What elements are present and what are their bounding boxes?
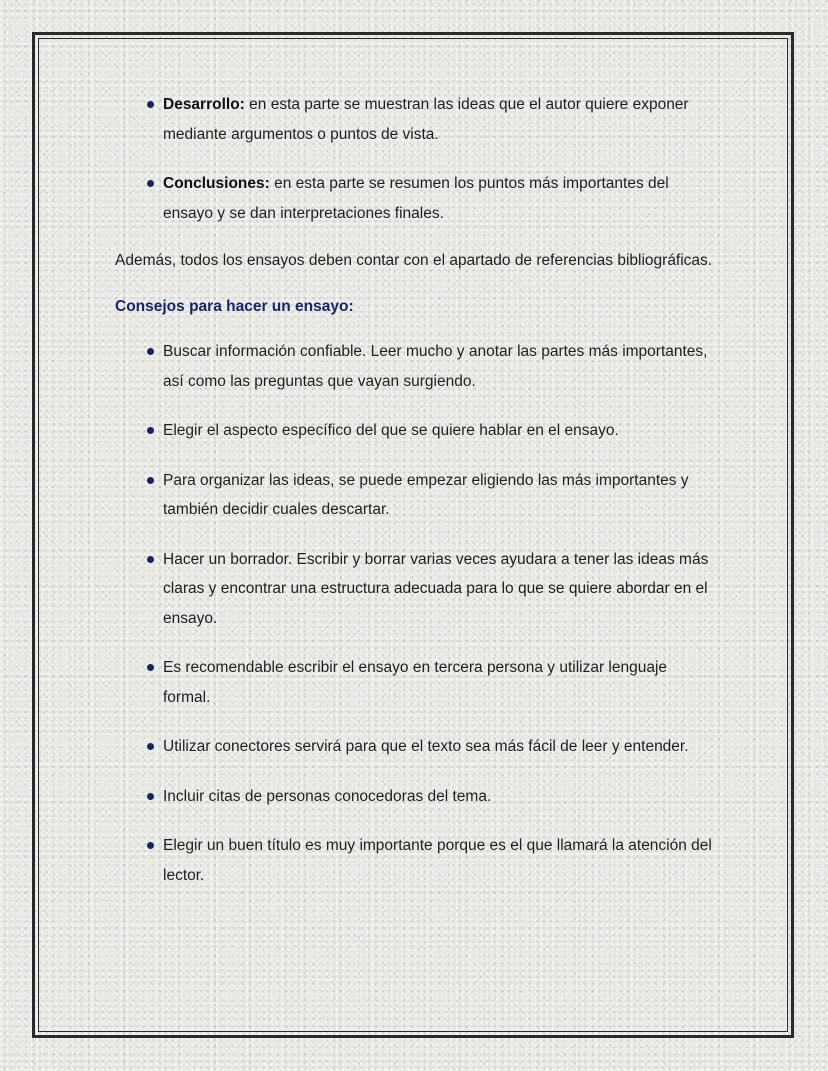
bullet-icon — [147, 664, 154, 671]
list-item — [115, 831, 715, 890]
list-item — [115, 337, 715, 396]
tips-heading: Consejos para hacer un ensayo: — [115, 297, 354, 315]
bullet-icon — [147, 743, 154, 750]
bullet-icon — [147, 842, 154, 849]
bullet-icon — [147, 477, 154, 484]
list-item-text: Para organizar las ideas, se puede empezar eligiendo las más importantes y también decidir cuales descartar. — [163, 471, 689, 518]
list-item-text: en esta parte se muestran las ideas que el autor quiere exponer mediante argumentos o puntos de vista. — [163, 96, 689, 143]
list-item — [115, 90, 715, 149]
bullet-icon — [147, 793, 154, 800]
list-item-text: Utilizar conectores servirá para que el texto sea más fácil de leer y entender. — [163, 738, 689, 755]
list-item — [115, 466, 715, 525]
bullet-icon — [147, 427, 154, 434]
list-item-text: en esta parte se resumen los puntos más importantes del ensayo y se dan interpretaciones finales. — [163, 175, 669, 222]
list-item — [115, 416, 715, 446]
list-item — [115, 169, 715, 228]
list-item-text: Es recomendable escribir el ensayo en tercera persona y utilizar lenguaje formal. — [163, 659, 668, 706]
list-item-text: Incluir citas de personas conocedoras del tema. — [163, 787, 492, 805]
list-item-text: Hacer un borrador. Escribir y borrar varias veces ayudara a tener las ideas más claras y encontrar una estructura adecuada para lo que se quiere abordar en el ensayo. — [163, 550, 709, 627]
list-item — [115, 653, 715, 712]
references-paragraph: Además, todos los ensayos deben contar con el apartado de referencias bibliográficas. — [115, 252, 713, 269]
list-item-text: Buscar información confiable. Leer mucho y anotar las partes más importantes, así como las preguntas que vayan surgiendo. — [163, 343, 708, 390]
document-body — [115, 90, 715, 910]
list-item-text: Elegir un buen título es muy importante porque es el que llamará la atención del lector. — [163, 837, 712, 884]
list-item — [115, 732, 715, 762]
list-item-term: Desarrollo: — [163, 96, 245, 113]
list-item-term: Conclusiones: — [163, 175, 270, 192]
list-item — [115, 545, 715, 634]
list-item — [115, 782, 715, 812]
essay-structure-list — [115, 90, 715, 228]
bullet-icon — [147, 556, 154, 563]
list-item-text: Elegir el aspecto específico del que se quiere hablar en el ensayo. — [163, 422, 619, 439]
bullet-icon — [147, 348, 154, 355]
bullet-icon — [147, 180, 154, 187]
tips-list — [115, 337, 715, 890]
bullet-icon — [147, 101, 154, 108]
